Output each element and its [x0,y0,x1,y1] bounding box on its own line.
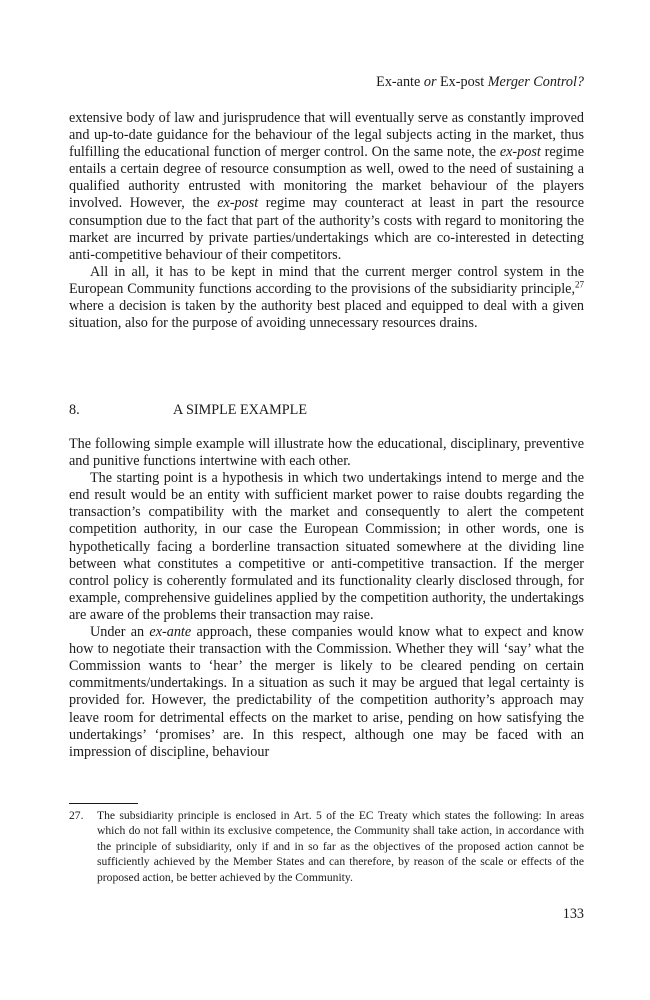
paragraph [69,264,584,332]
paragraph: The following simple example will illustrate how the educational, disciplinary, preventive and punitive functions intertwine with each other. [69,436,584,470]
text-run: where a decision is taken by the authority best placed and equipped to deal with a given situation, also for the purpose of avoiding unnecessary resources drains. [69,298,584,332]
running-head-italic: or [423,74,437,90]
footnote-text: The subsidiarity principle is enclosed in Art. 5 of the EC Treaty which states the following: In areas which do not fall within its exclusive competence, the Community shall take action, in accordance with the principle of subsidiarity, only if and in so far as the objectives of the proposed action cannot be sufficiently achieved by the Member States and can therefore, by reason of the scale or effects of the proposed action, be better achieved by the Community. [97,809,584,884]
running-head-text: Ex-ante [376,74,424,90]
text-run: All in all, it has to be kept in mind that the current merger control system in the European Community functions according to the provisions of the subsidiarity principle, [69,263,584,297]
running-head [376,73,584,91]
body-text-top [69,110,584,332]
page-number: 133 [562,906,584,922]
section-title: A SIMPLE EXAMPLE [173,402,308,418]
footnote-ref[interactable]: 27 [575,279,584,290]
running-head-text: Ex-post [436,74,488,90]
italic-term: ex-post [217,195,259,212]
footnote-number: 27. [69,809,84,822]
italic-term: ex-post [499,144,541,161]
text-run: regime may counteract at least in part the resource consumption due to the fact that part of the authority’s costs with regard to monitoring the market are incurred by private parties/undertakings which are co-interested in detecting anti-competitive behaviour of their competitors. [69,195,584,263]
footnote-divider [69,803,138,804]
text-run: regime entails a certain degree of resource consumption as well, owed to the need of sustaining a qualified authority entrusted with monitoring the market behaviour of the players involved. However, the [69,144,585,212]
italic-term: ex-ante [149,624,192,641]
paragraph: The starting point is a hypothesis in which two undertakings intend to merge and the end result would be an entity with sufficient market power to raise doubts regarding the transaction’s compatibility with the market and consequently to alert the competent competition authority, in our case the European Commission; in other words, one is hypothetically facing a borderline transaction situated somewhere at the dividing line between what constitutes a competitive or anti-competitive transaction. If the merger control policy is coherently formulated and its functionality clearly disclosed through, for example, comprehensive guidelines applied by the competition authority, the undertakings are aware of the problems their transaction may raise. [69,470,584,623]
section-heading [69,401,584,419]
paragraph [69,110,584,264]
running-head-italic: Merger Control? [487,74,584,90]
text-run: approach, these companies would know what to expect and know how to negotiate their transaction with the Commission. Whether they will ‘say’ what the Commission wants to ‘hear’ the merger is likely to be cleared pending on certain commitments/undertakings. In a situation as such it may be argued that legal certainty is provided for. However, the predictability of the competition authority’s approach may leave room for detrimental effects on the market to arise, pending on how satisfying the undertakings’ ‘promises’ are. In this respect, although one may be faced with an impression of discipline, behaviour [69,624,584,760]
body-text-section [69,436,584,761]
text-run: Under an [90,624,150,641]
footnote [69,808,584,885]
paragraph [69,624,584,761]
section-number: 8. [69,402,80,418]
text-run: extensive body of law and jurisprudence that will eventually serve as constantly improved and up-to-date guidance for the behaviour of the legal subjects acting in the market, thus fulfilling the educational function of merger control. On the same note, the [69,110,584,161]
